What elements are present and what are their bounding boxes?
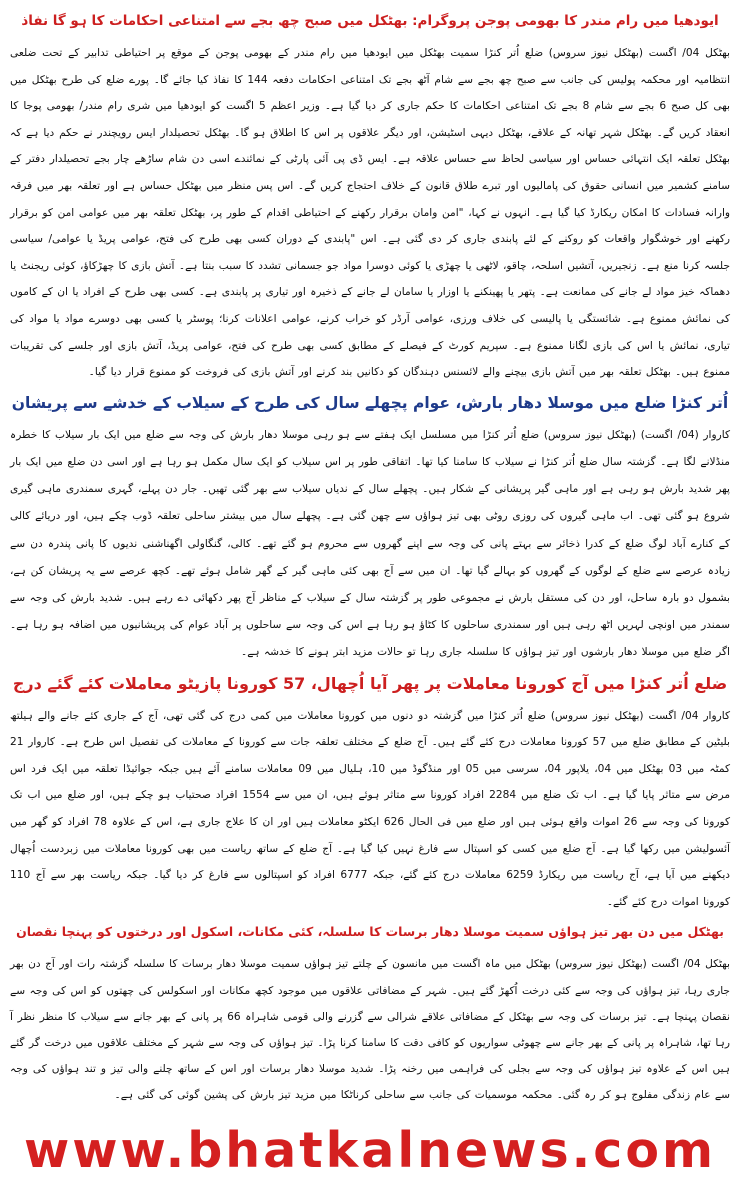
- news-article: [10, 6, 730, 386]
- news-article: [10, 917, 730, 1108]
- site-url-footer: www.bhatkalnews.com: [23, 1122, 717, 1179]
- article-headline: بھٹکل میں دن بھر تیز ہواؤں سمیت موسلا دھار برسات کا سلسلہ، کئی مکانات، اسکول اور درختوں کو پہنچا نقصان: [16, 924, 724, 940]
- article-headline: ایودھیا میں رام مندر کا بھومی پوجن پروگرام: بھٹکل میں صبح چھ بجے سے امتناعی احکامات کا ہو گا نفاذ: [21, 13, 719, 29]
- article-body: بھٹکل 04/ اگست (بھٹکل نیوز سروس) ضلع اُتر کنڑا سمیت بھٹکل میں ایودھیا میں رام مندر کے بھومی پوجن کے موقع پر احتیاطی تدابیر کے تحت ضلعی انتظامیہ اور محکمہ پولیس کی جانب سے صبح چھ بجے سے شام آٹھ بجے تک امتناعی احکامات دفعہ 144 کا نفاذ کیا جائے گا۔ پورے ضلع کی طرح بھٹکل میں بھی کل صبح 6 بجے سے شام 8 بجے تک امتناعی احکامات کا حکم جاری کر دیا گیا ہے۔ وزیر اعظم 5 اگست کو ایودھیا میں شری رام مندر/ بھومی پوجا کا انعقاد کریں گے۔ بھٹکل شہر تھانہ کے علاقے، بھٹکل دیہی اسٹیشن، اور دیگر علاقوں پر اس کا اطلاق ہو گا۔ بھٹکل تحصیلدار ایس رویچندر نے حکم دیا ہے کہ بھٹکل تعلقہ ایک انتہائی حساس اور سیاسی لحاظ سے حساس علاقہ ہے۔ ایس ڈی پی آئی پارٹی کے نمائندے اسی دن شام ساڑھے چار بجے تحصیلدار دفتر کے سامنے کشمیر میں انسانی حقوق کی پامالیوں اور تبرے طلاق قانون کے خلاف احتجاج کریں گے۔ اس پس منظر میں بھٹکل حساس ہے اور تعلقہ بھر میں فرقہ وارانہ فسادات کا امکان ریکارڈ کیا گیا ہے۔ انہوں نے کہا، "امن وامان برقرار رکھنے کے احتیاطی اقدام کے طور پر، بھٹکل تعلقہ بھر میں عوامی امن کو برقرار رکھنے اور خوشگوار واقعات کو روکنے کے لئے پابندی جاری کر دی گئی ہے۔ اس "پابندی کے دوران کسی بھی طرح کی فتح، عوامی پریڈ یا عوامی/ سیاسی جلسہ کرنا منع ہے۔ زنجیریں، آتشیں اسلحہ، چاقو، لاٹھی یا چھڑی یا کوئی دوسرا مواد جو جسمانی تشدد کا سبب بنتا ہے۔ آتش بازی کا چھڑکاؤ، کوئی ریجنٹ یا دھماکہ خیز مواد لے جانے کی ممانعت ہے۔ پتھر یا پھینکنے یا اوزار یا سامان لے جانے کے ذخیرہ اور تیاری پر پابندی ہے۔ کسی بھی طرح کے افراد یا ان کے کاموں کی نمائش ممنوع ہے۔ شائستگی یا پالیسی کی خلاف ورزی، عوامی آرڈر کو خراب کرنے، عوامی اعلانات کرنا؛ پوسٹر یا کسی بھی دوسرے مواد یا مواد کی تیاری، نمائش یا اس کی بازی لگانا ممنوع ہے۔ سپریم کورٹ کے فیصلے کے مطابق کسی بھی طرح کی فتح، عوامی پریڈ، آتش بازی اور جلسے کی تقریبات ممنوع ہیں۔ بھٹکل تعلقہ بھر میں آتش بازی بیچنے والے لائسنس دہندگان کو دکانیں بند کرنے اور آتش بازی کی فروخت کو ممنوع قرار دیا گیا۔: [9, 47, 731, 379]
- article-headline: ضلع اُتر کنڑا میں آج کورونا معاملات پر پھر آیا اُچھال، 57 کورونا پازیٹو معاملات کئے گئے درج: [12, 673, 728, 693]
- article-body: کاروار 04/ اگست (بھٹکل نیوز سروس) ضلع اُتر کنڑا میں گزشتہ دو دنوں میں کورونا معاملات میں کمی درج کی گئی تھی، آج کے جاری کئے جانے والے ہیلتھ بلیٹین کے مطابق ضلع میں 57 کورونا معاملات درج کئے گئے ہیں۔ آج ضلع کے مختلف تعلقہ جات سے کورونا کے معاملات کی تفصیل اس طرح ہے۔ کاروار 21 کمٹہ میں 03 بھٹکل میں 04، یلاپور 04، سرسی میں 05 اور منڈگوڈ میں 10، ہلیال میں 09 معاملات سامنے آئے ہیں جبکہ جوائیڈا تعلقہ میں ایک فرد اس مرض سے متاثر پایا گیا ہے۔ اب تک ضلع میں 2284 افراد کورونا سے متاثر ہوئے ہیں، ان میں سے 1554 افراد صحتیاب ہو چکے ہیں، اور ضلع میں اب تک کورونا کی وجہ سے 26 اموات واقع ہوئی ہیں اور ضلع میں فی الحال 626 ایکٹو معاملات ہیں اور ان کا علاج جاری ہے، اس کے علاوہ 78 افراد کو گھر میں آئسولیشن میں رکھا گیا ہے۔ آج ضلع میں کسی کو اسپتال سے فارغ نہیں کیا گیا ہے۔ آج ضلع کے ساتھ ریاست میں بھی کورونا معاملات میں زبردست اُچھال دیکھنے میں آیا ہے، آج ریاست میں ریکارڈ 6259 معاملات درج کئے گئے، جبکہ 6777 افراد کو اسپتالوں سے فارغ کر دیا گیا۔ جبکہ ریاست بھر سے آج 110 کورونا اموات درج کئے گئے۔: [10, 709, 731, 908]
- news-article: [10, 388, 730, 667]
- article-body: کاروار (04/ اگست) (بھٹکل نیوز سروس) ضلع اُتر کنڑا میں مسلسل ایک ہفتے سے ہو رہی موسلا دھار بارش کی وجہ سے ضلع میں ایک بار سیلاب کا خطرہ منڈلانے لگا ہے۔ گزشتہ سال ضلع اُتر کنڑا نے سیلاب کا سامنا کیا تھا۔ اتفاقی طور پر اس سیلاب کو ایک سال مکمل ہو رہا ہے اور اسی دن ضلع میں ایک بار پھر شدید بارش ہو رہی ہے اور ماہی گیر پریشانی کے شکار ہیں۔ پچھلے سال کے ندیاں سیلاب سے بھر گئی تھیں۔ جار دن پہلے، گہری سمندری ماہی گیری شروع ہو گئی تھی۔ اب ماہی گیروں کی روزی روٹی بھی تیز ہواؤں سے چھن گئی ہے۔ پچھلے سال میں بیشتر ساحلی تعلقہ ڈوب چکے ہیں، اور دریائے کالی کے کنارے آباد لوگ ضلع کے کدرا ذخائر سے بہتے پانی کی وجہ سے اپنے گھروں سے محروم ہو گئے تھے۔ کالی، گنگاولی اگھناشنی ندیوں کا پانی پندرہ دن سے زیادہ عرصے سے ضلع کے لوگوں کے گھروں کو بہالے گیا تھا۔ ان میں سے آج بھی کئی ماہی گیر کے گھر شامل ہوئے تھے۔ کچھ عرصے سے یہ پریشان کن ہے، بشمول دو بارہ ساحل، اور دن کی مستقل بارش نے مجموعی طور پر گزشتہ سال کے سیلاب کے مناظر آج پھر دکھائی دے رہے ہیں۔ شدید بارش کی وجہ سے سمندر میں اونچی لہریں اٹھ رہی ہیں اور سمندری ساحلوں کا کٹاؤ ہو رہا ہے اس کی وجہ سے ساحلوں پر آباد عوام کی پریشانیوں میں اضافہ ہو رہا ہے۔ اگر ضلع میں موسلا دھار بارشوں اور تیز ہواؤں کا سلسلہ جاری رہا تو حالات مزید ابتر ہونے کا خدشہ ہے۔: [10, 428, 730, 659]
- article-body: بھٹکل 04/ اگست (بھٹکل نیوز سروس) بھٹکل میں ماہ اگست میں مانسون کے چلتے تیز ہواؤں سمیت موسلا دھار برسات کا سلسلہ گزشتہ رات اور آج دن بھر جاری رہا، تیز ہواؤں کی وجہ سے کئی درخت اُکھڑ گئے ہیں۔ شہر کے مضافاتی علاقوں میں موجود کچھ مکانات اور اسکولس کی چھتوں کو اس کی وجہ سے نقصان پہنچا ہے۔ تیز برسات کی وجہ سے بھٹکل کے مضافاتی علاقے شرالی سے گزرنے والی قومی شاہراہ 66 پر پانی کے بھر جانے سے سیلاب کا منظر نظر آ رہا تھا، شاہراہ پر پانی کے بھر جانے سے چھوٹی سواریوں کو کافی دقت کا سامنا کرنا پڑا۔ تیز ہواؤں کی وجہ سے شہر کے مختلف علاقوں میں درخت گر گئے ہیں اس کے علاوہ تیز ہواؤں کی وجہ سے بجلی کی فراہمی میں رخنہ پڑا۔ شدید موسلا دھار برسات اور اس کے ساتھ چلنے والی تیز و تند ہواؤں کی وجہ سے عام زندگی مفلوج ہو کر رہ گئی۔ محکمہ موسمیات کی جانب سے ساحلی کرناٹکا میں مزید تیز بارش کی پشین گوئی کی گئی ہے۔: [10, 958, 730, 1102]
- article-headline: اُتر کنڑا ضلع میں موسلا دھار بارش، عوام پچھلے سال کی طرح کے سیلاب کے خدشے سے پریشان: [11, 393, 729, 412]
- news-article: [10, 669, 730, 916]
